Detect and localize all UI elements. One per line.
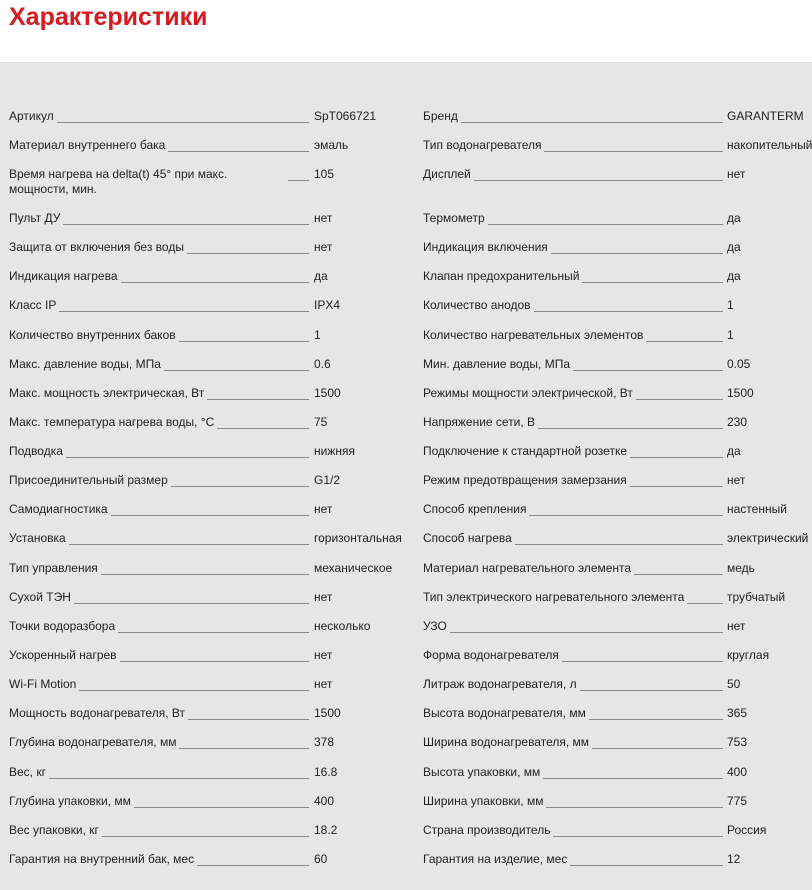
spec-name (9, 852, 309, 867)
spec-label: Вес, кг (9, 765, 49, 779)
spec-name (423, 648, 723, 663)
spec-value: накопительный (727, 138, 812, 152)
spec-label: Форма водонагревателя (423, 648, 562, 662)
spec-name (9, 473, 309, 488)
spec-value: G1/2 (314, 473, 341, 487)
spec-name (9, 823, 309, 838)
spec-value: нет (314, 211, 333, 225)
spec-value: 1500 (727, 386, 754, 400)
spec-label: Глубина водонагревателя, мм (9, 735, 179, 749)
spec-name (9, 619, 309, 634)
spec-value: нет (314, 677, 333, 691)
spec-name (9, 211, 309, 226)
spec-name (9, 415, 309, 430)
spec-label: Режим предотвращения замерзания (423, 473, 630, 487)
spec-name (423, 619, 723, 634)
spec-label: Мощность водонагревателя, Вт (9, 706, 188, 720)
spec-value: да (314, 269, 328, 283)
spec-label: Защита от включения без воды (9, 240, 187, 254)
spec-label: Термометр (423, 211, 488, 225)
spec-value: да (727, 269, 741, 283)
spec-label: Тип управления (9, 561, 101, 575)
spec-label: Подключение к стандартной розетке (423, 444, 630, 458)
spec-label: Количество внутренних баков (9, 328, 179, 342)
spec-value: нет (314, 502, 333, 516)
spec-value: 775 (727, 794, 748, 808)
spec-name (423, 794, 723, 809)
spec-label: Самодиагностика (9, 502, 111, 516)
spec-label: Количество анодов (423, 298, 534, 312)
spec-label: Глубина упаковки, мм (9, 794, 134, 808)
spec-label: Материал внутреннего бака (9, 138, 168, 152)
spec-label: Режимы мощности электрической, Вт (423, 386, 636, 400)
spec-name (9, 328, 309, 343)
spec-value: 1500 (314, 386, 341, 400)
spec-label: Время нагрева на delta(t) 45° при макс. мощности, мин. (9, 167, 288, 197)
spec-label: Тип водонагревателя (423, 138, 544, 152)
spec-label: Wi-Fi Motion (9, 677, 79, 691)
spec-value: IPX4 (314, 298, 341, 312)
spec-value: горизонтальная (314, 531, 402, 545)
spec-name (423, 328, 723, 343)
spec-label: Материал нагревательного элемента (423, 561, 634, 575)
spec-value: 365 (727, 706, 748, 720)
spec-name (9, 648, 309, 663)
spec-label: Способ крепления (423, 502, 529, 516)
spec-name (423, 502, 723, 517)
spec-name (9, 269, 309, 284)
spec-value: GARANTERM (727, 109, 804, 123)
spec-name (423, 269, 723, 284)
spec-label: Бренд (423, 109, 461, 123)
spec-value: 0.6 (314, 357, 331, 371)
spec-value: 1 (727, 298, 734, 312)
spec-name (423, 386, 723, 401)
spec-label: Макс. давление воды, МПа (9, 357, 164, 371)
spec-label: Напряжение сети, В (423, 415, 538, 429)
spec-name (9, 677, 309, 692)
spec-value: 378 (314, 735, 335, 749)
spec-name (423, 415, 723, 430)
spec-value: настенный (727, 502, 787, 516)
spec-name (423, 852, 723, 867)
spec-value: 18.2 (314, 823, 338, 837)
spec-name (423, 211, 723, 226)
leader-line (423, 632, 723, 633)
spec-value: электрический (727, 531, 809, 545)
spec-name (9, 138, 309, 153)
spec-label: Мин. давление воды, МПа (423, 357, 573, 371)
page-title: Характеристики (9, 3, 208, 31)
spec-label: Индикация включения (423, 240, 551, 254)
spec-value: 60 (314, 852, 328, 866)
spec-name (9, 167, 309, 197)
spec-value: нет (727, 167, 746, 181)
spec-label: УЗО (423, 619, 450, 633)
spec-label: Макс. температура нагрева воды, °С (9, 415, 217, 429)
spec-label: Подводка (9, 444, 66, 458)
spec-value: да (727, 211, 741, 225)
spec-value: 75 (314, 415, 328, 429)
spec-name (423, 444, 723, 459)
spec-value: Россия (727, 823, 767, 837)
spec-value: да (727, 444, 741, 458)
spec-value: SpT066721 (314, 109, 377, 123)
spec-label: Гарантия на изделие, мес (423, 852, 570, 866)
spec-name (9, 765, 309, 780)
spec-value: 230 (727, 415, 748, 429)
spec-label: Высота упаковки, мм (423, 765, 543, 779)
spec-value: нет (727, 473, 746, 487)
spec-name (423, 590, 723, 605)
spec-value: 1 (314, 328, 321, 342)
spec-label: Индикация нагрева (9, 269, 121, 283)
spec-value: 105 (314, 167, 335, 181)
spec-value: нет (314, 648, 333, 662)
spec-label: Гарантия на внутренний бак, мес (9, 852, 197, 866)
spec-value: нет (314, 590, 333, 604)
spec-label: Артикул (9, 109, 57, 123)
spec-label: Ширина упаковки, мм (423, 794, 546, 808)
spec-name (9, 794, 309, 809)
spec-name (9, 386, 309, 401)
spec-value: 16.8 (314, 765, 338, 779)
spec-value: 1500 (314, 706, 341, 720)
leader-line (423, 122, 723, 123)
spec-name (423, 167, 723, 182)
spec-name (9, 531, 309, 546)
leader-line (9, 778, 309, 779)
spec-label: Дисплей (423, 167, 474, 181)
spec-label: Установка (9, 531, 69, 545)
spec-label: Литраж водонагревателя, л (423, 677, 580, 691)
spec-label: Присоединительный размер (9, 473, 171, 487)
spec-value: медь (727, 561, 755, 575)
spec-name (9, 561, 309, 576)
spec-value: 400 (727, 765, 748, 779)
spec-value: трубчатый (727, 590, 786, 604)
spec-value: нет (727, 619, 746, 633)
spec-label: Количество нагревательных элементов (423, 328, 646, 342)
spec-label: Ускоренный нагрев (9, 648, 120, 662)
spec-name (423, 109, 723, 124)
spec-name (9, 444, 309, 459)
spec-value: несколько (314, 619, 371, 633)
spec-label: Способ нагрева (423, 531, 515, 545)
spec-name (9, 590, 309, 605)
spec-name (423, 677, 723, 692)
spec-name (9, 502, 309, 517)
spec-value: круглая (727, 648, 770, 662)
spec-name (9, 298, 309, 313)
spec-name (9, 357, 309, 372)
spec-label: Клапан предохранительный (423, 269, 582, 283)
spec-name (423, 765, 723, 780)
spec-name (423, 357, 723, 372)
spec-value: эмаль (314, 138, 349, 152)
spec-label: Высота водонагревателя, мм (423, 706, 589, 720)
spec-name (423, 561, 723, 576)
spec-label: Класс IP (9, 298, 59, 312)
spec-label: Макс. мощность электрическая, Вт (9, 386, 207, 400)
spec-label: Страна производитель (423, 823, 553, 837)
spec-value: 12 (727, 852, 741, 866)
spec-value: да (727, 240, 741, 254)
spec-name (423, 735, 723, 750)
spec-label: Ширина водонагревателя, мм (423, 735, 592, 749)
spec-label: Вес упаковки, кг (9, 823, 102, 837)
spec-name (9, 706, 309, 721)
spec-name (423, 531, 723, 546)
spec-value: нет (314, 240, 333, 254)
spec-value: 0.05 (727, 357, 751, 371)
spec-value: 400 (314, 794, 335, 808)
spec-name (423, 298, 723, 313)
spec-value: механическое (314, 561, 393, 575)
spec-name (9, 735, 309, 750)
spec-value: 753 (727, 735, 748, 749)
spec-value: нижняя (314, 444, 355, 458)
spec-name (423, 706, 723, 721)
spec-name (423, 240, 723, 255)
spec-name (9, 109, 309, 124)
spec-label: Пульт ДУ (9, 211, 63, 225)
spec-label: Сухой ТЭН (9, 590, 74, 604)
spec-name (423, 823, 723, 838)
spec-name (423, 138, 723, 153)
spec-value: 1 (727, 328, 734, 342)
spec-label: Тип электрического нагревательного элемента (423, 590, 687, 604)
spec-label: Точки водоразбора (9, 619, 118, 633)
spec-name (423, 473, 723, 488)
spec-name (9, 240, 309, 255)
spec-value: 50 (727, 677, 741, 691)
